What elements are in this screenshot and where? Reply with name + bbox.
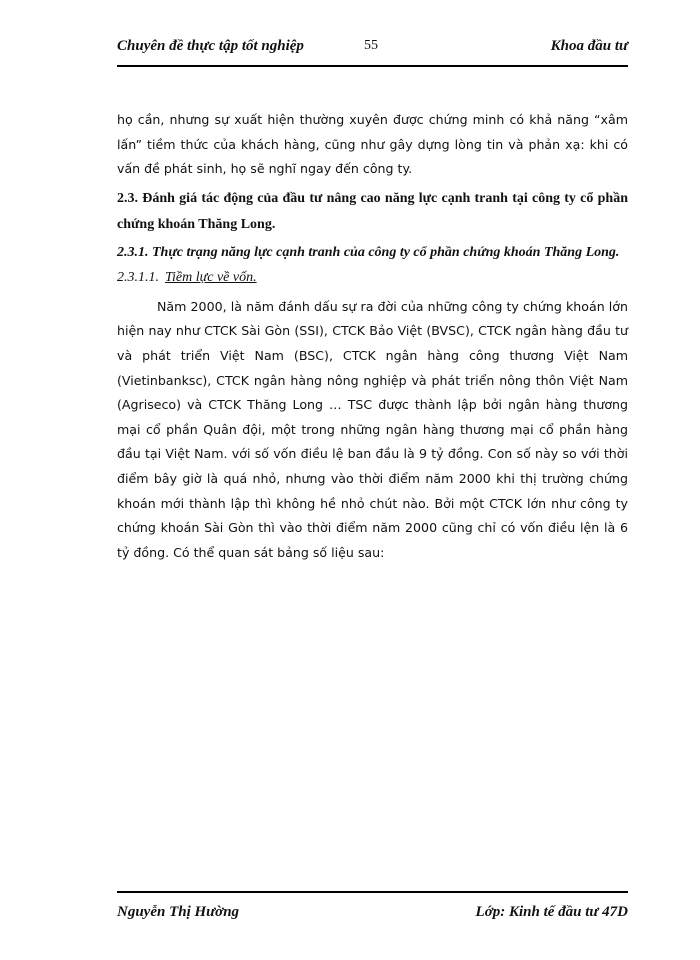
page-number: 55 xyxy=(364,38,378,53)
section-number: 2.3.1.1. xyxy=(117,269,159,285)
header-faculty: Khoa đầu tư xyxy=(550,38,628,54)
section-heading-2-3-1-1 xyxy=(117,266,628,290)
page-content xyxy=(117,108,628,565)
footer-rule xyxy=(117,891,628,893)
intro-paragraph: họ cần, nhưng sự xuất hiện thường xuyên được chứng minh có khả năng “xâm lấn” tiềm thức của khách hàng, cũng như gây dựng lòng tin và phản xạ: khi có vấn đề phát sinh, họ sẽ nghĩ ngay đến công ty. xyxy=(117,112,628,177)
page-footer xyxy=(117,904,628,926)
header-rule xyxy=(117,65,628,67)
footer-author: Nguyễn Thị Hường xyxy=(117,904,240,920)
body-paragraph: Năm 2000, là năm đánh dấu sự ra đời của những công ty chứng khoán lớn hiện nay như CTCK Sài Gòn (SSI), CTCK Bảo Việt (BVSC), CTCK ngân hàng đầu tư và phát triển Việt Nam (BSC), CTCK ngân hàng công thương Việt Nam (Vietinbanksc), CTCK ngân hàng nông nghiệp và phát triển nông thôn Việt Nam (Agriseco) và CTCK Thăng Long … TSC được thành lập bởi ngân hàng thương mại cổ phần Quân đội, một trong những ngân hàng thương mại cổ phần hàng đầu tại Việt Nam. với số vốn điều lệ ban đầu là 9 tỷ đồng. Con số này so với thời điểm bây giờ là quá nhỏ, nhưng vào thời điểm năm 2000 khi thị trường chứng khoán mới thành lập thì không hề nhỏ chút nào. Bởi một CTCK lớn như công ty chứng khoán Sài Gòn thì vào thời điểm năm 2000 cũng chỉ có vốn điều lện là 6 tỷ đồng. Có thể quan sát bảng số liệu sau: xyxy=(117,298,628,560)
section-title: Tiềm lực về vốn. xyxy=(165,269,257,285)
footer-class: Lớp: Kinh tế đầu tư 47D xyxy=(475,904,628,920)
header-document-title: Chuyên đề thực tập tốt nghiệp xyxy=(117,38,304,54)
section-heading-2-3-1: 2.3.1. Thực trạng năng lực cạnh tranh của công ty cổ phần chứng khoán Thăng Long. xyxy=(117,244,620,260)
page-header xyxy=(117,38,628,60)
section-heading-2-3: 2.3. Đánh giá tác động của đầu tư nâng cao năng lực cạnh tranh tại công ty cổ phần chứng khoán Thăng Long. xyxy=(117,190,628,232)
